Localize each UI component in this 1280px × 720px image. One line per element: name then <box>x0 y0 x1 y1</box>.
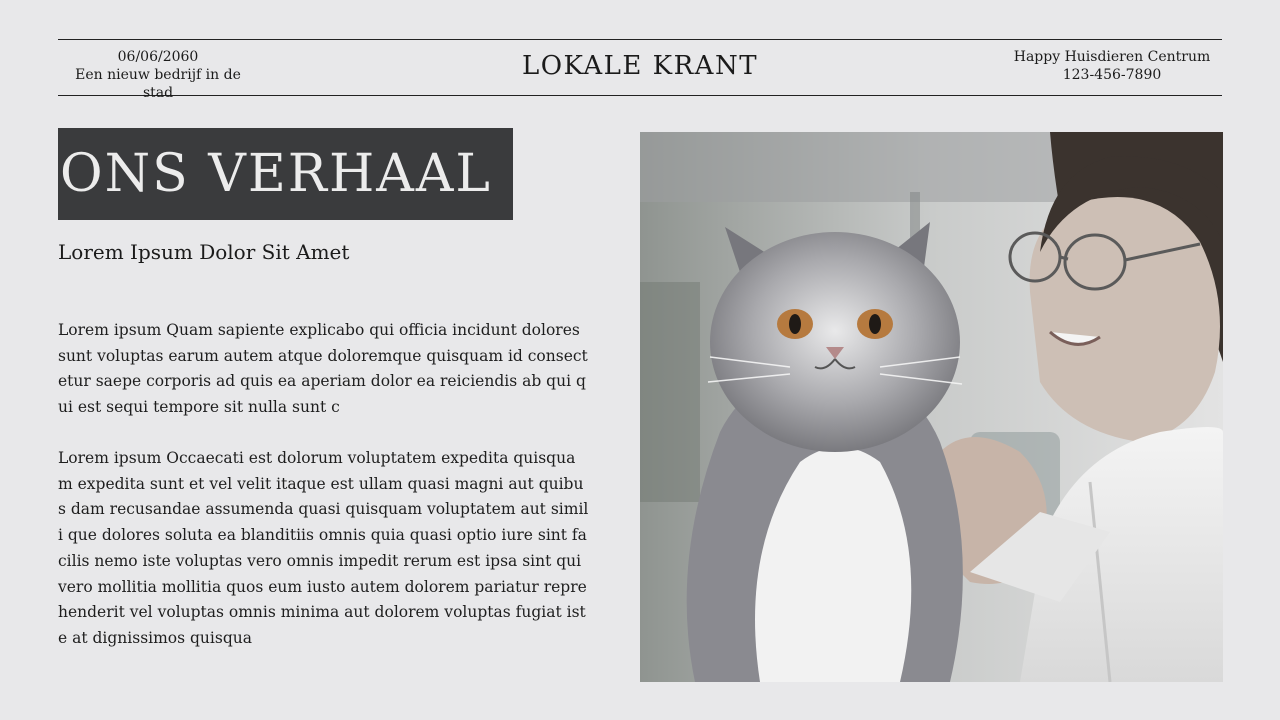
article-title: ONS VERHAAL <box>60 144 492 204</box>
header-right <box>1002 48 1222 84</box>
article-paragraph-1: Lorem ipsum Quam sapiente explicabo qui officia incidunt dolores sunt voluptas earum autem atque doloremque quisquam id consectetur saepe corporis ad quis ea aperiam dolor ea reiciendis ab qui qui est sequi tempore sit nulla sunt c <box>58 321 588 417</box>
article-subtitle: Lorem Ipsum Dolor Sit Amet <box>58 240 350 264</box>
header-business-name: Happy Huisdieren Centrum <box>1013 49 1211 65</box>
header-left <box>58 48 258 102</box>
header-date: 06/06/2060 <box>117 49 199 65</box>
header-top-rule <box>58 39 1222 40</box>
photo-illustration <box>640 132 1223 682</box>
header-phone: 123-456-7890 <box>1062 67 1162 83</box>
article-title-box <box>58 128 513 220</box>
header-tagline: Een nieuw bedrijf in de stad <box>75 67 241 101</box>
cat-with-veterinarian-photo <box>640 132 1223 682</box>
masthead-title: LOKALE KRANT <box>521 51 759 81</box>
article-paragraph-2: Lorem ipsum Occaecati est dolorum voluptatem expedita quisquam expedita sunt et vel velit itaque est ullam quasi magni aut quibus dam recusandae assumenda quasi quisquam voluptatem aut simili que dolores soluta ea blanditiis omnis quia quasi optio iure sint facilis nemo iste voluptas vero omnis impedit rerum est ipsa sint qui vero mollitia mollitia quos eum iusto autem dolorem pariatur repre henderit vel voluptas omnis minima aut dolorem voluptas fugiat iste at dignissimos quisqua <box>58 449 589 647</box>
